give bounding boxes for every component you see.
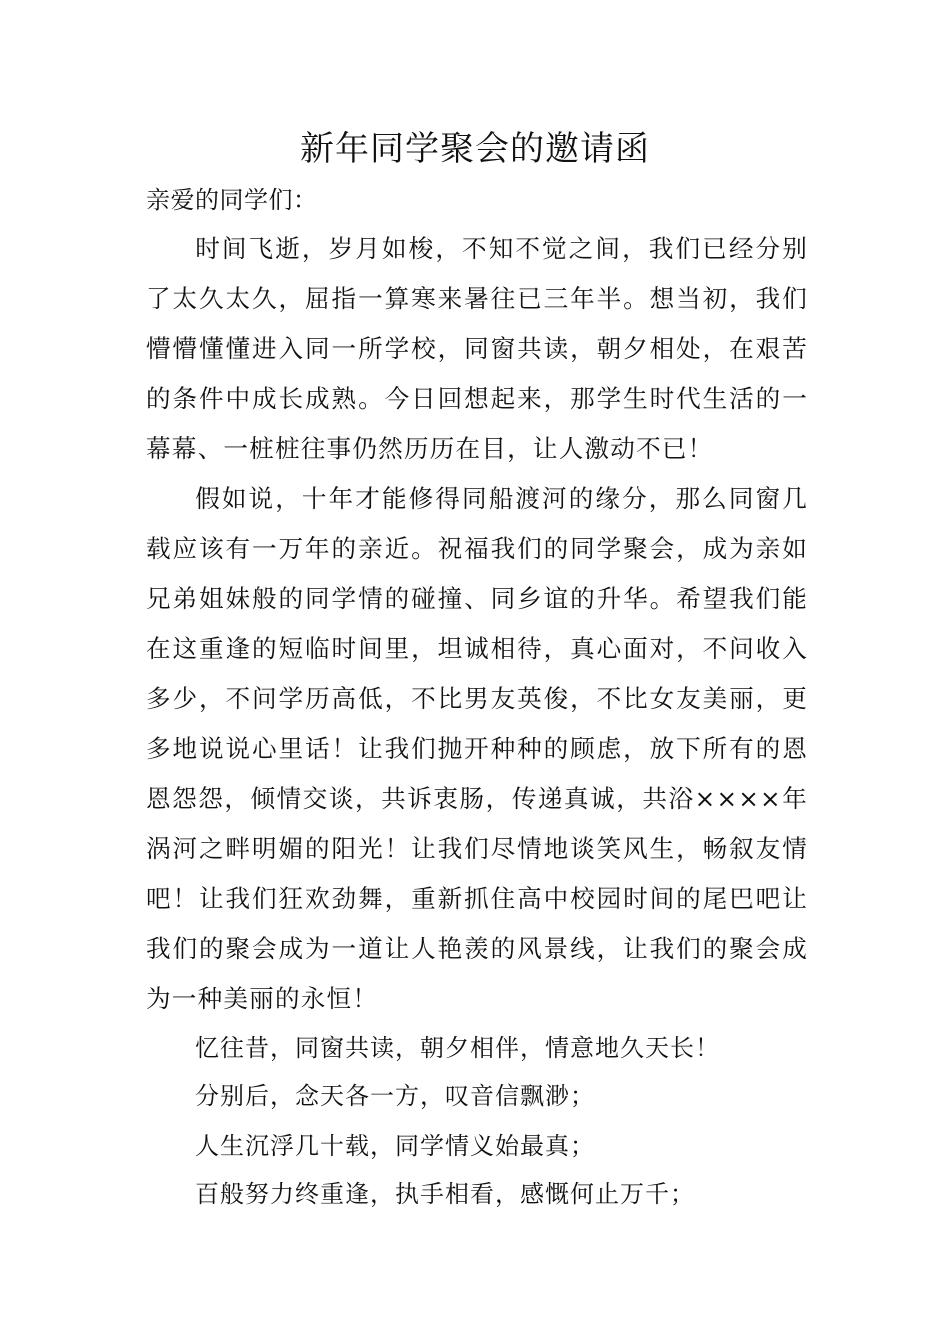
verse-line: 百般努力终重逢，执手相看，感慨何止万千； [195, 1180, 695, 1208]
salutation: 亲爱的同学们： [146, 186, 318, 214]
verse-line: 人生沉浮几十载，同学情义始最真； [195, 1132, 595, 1160]
body-paragraph: 时间飞逝，岁月如梭，不知不觉之间，我们已经分别了太久太久，屈指一算寒来暑往已三年半。想当初，我们懵懵懂懂进入同一所学校，同窗共读，朝夕相处，在艰苦的条件中成长成熟。今日回想起来，那学生时代生活的一幕幕、一桩桩往事仍然历历在目，让人激动不已！ [146, 234, 808, 463]
document-title: 新年同学聚会的邀请函 [300, 129, 650, 169]
body-paragraph: 假如说，十年才能修得同船渡河的缘分，那么同窗几载应该有一万年的亲近。祝福我们的同学聚会，成为亲如兄弟姐妹般的同学情的碰撞、同乡谊的升华。希望我们能在这重逢的短临时间里，坦诚相待，真心面对，不问收入多少，不问学历高低，不比男友英俊，不比女友美丽，更多地说说心里话！让我们抛开种种的顾虑，放下所有的恩恩怨怨，倾情交谈，共诉衷肠，传递真诚，共浴××××年涡河之畔明媚的阳光！让我们尽情地谈笑风生，畅叙友情吧！让我们狂欢劲舞，重新抓住高中校园时间的尾巴吧让我们的聚会成为一道让人艳羡的风景线，让我们的聚会成为一种美丽的永恒！ [146, 484, 808, 1013]
verse-line: 分别后，念天各一方，叹音信飘渺； [195, 1082, 595, 1110]
verse-line: 忆往昔，同窗共读，朝夕相伴，情意地久天长！ [195, 1034, 720, 1062]
